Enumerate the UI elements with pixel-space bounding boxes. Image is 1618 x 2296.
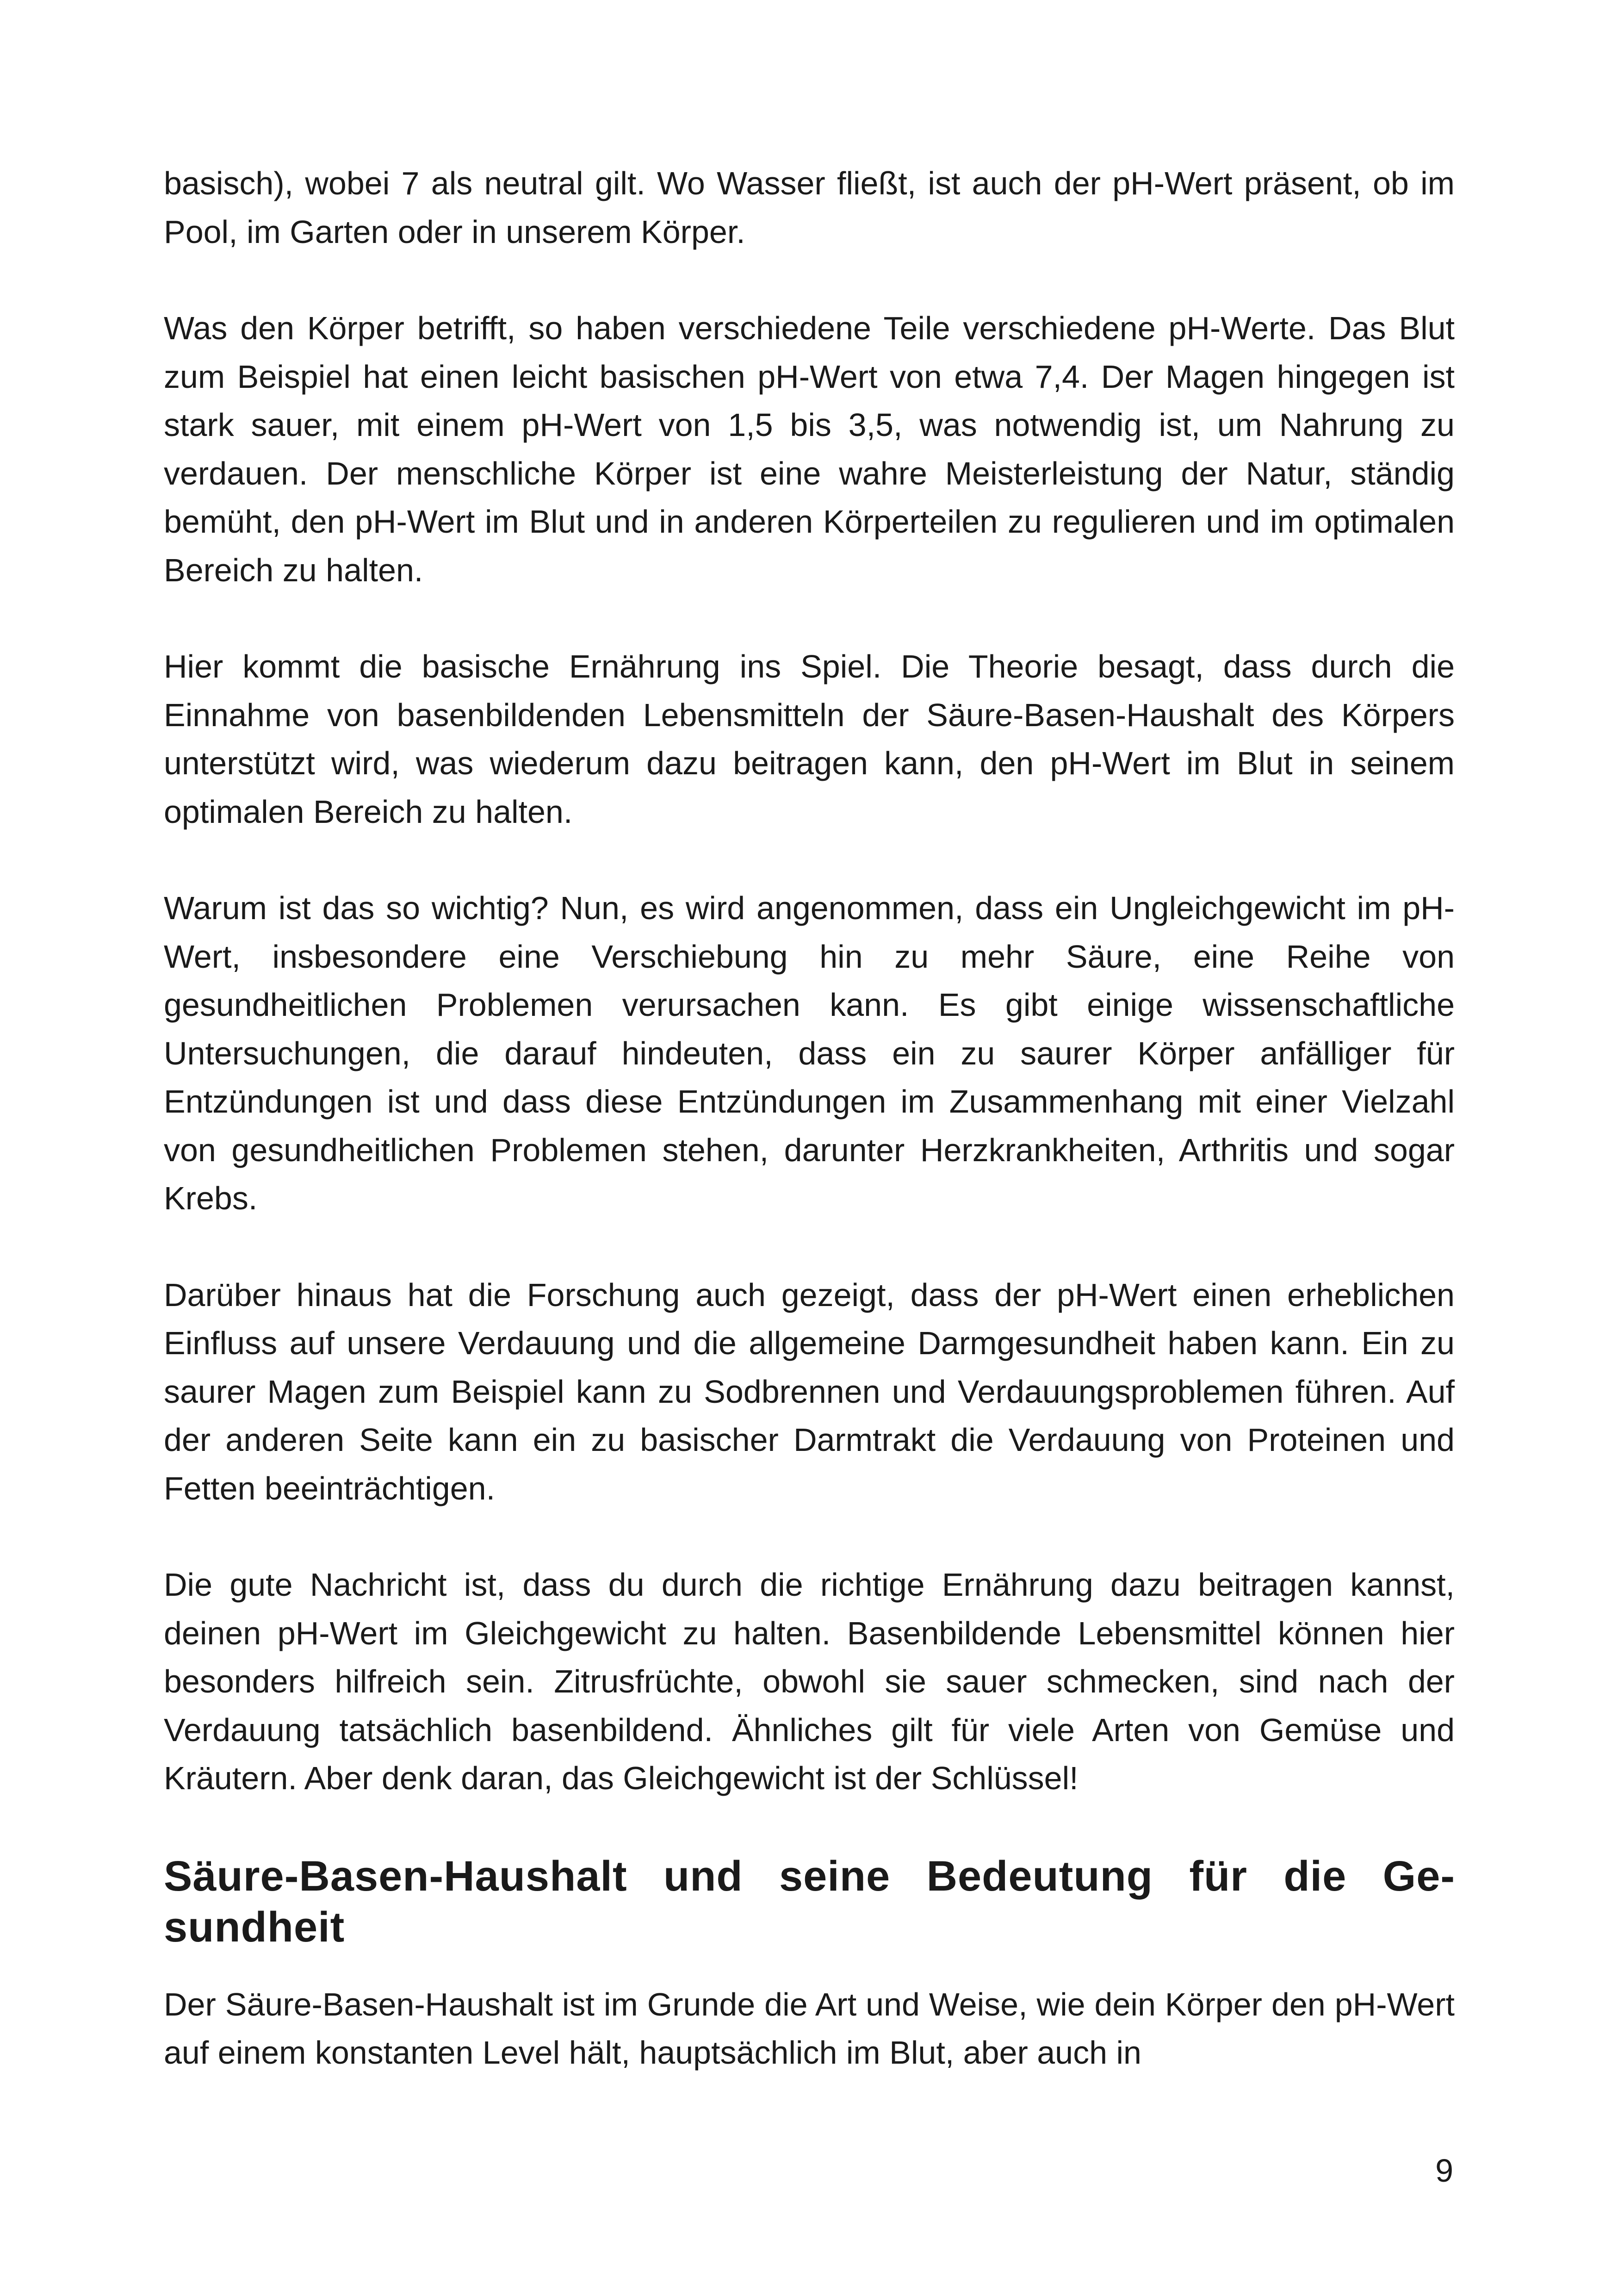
page-number: 9 [1435,2153,1453,2189]
paragraph-why-important: Warum ist das so wichtig? Nun, es wird angenommen, dass ein Ungleichgewicht im pH-Wert, insbesondere eine Verschiebung hin zu mehr Säure, eine Reihe von gesundheitlichen Problemen verursachen kann. Es gibt einige wissenschaftliche Untersuchungen, die darauf hindeuten, dass ein zu saurer Körper anfälliger für Entzündungen ist und dass diese Entzündungen im Zusammenhang mit einer Vielzahl von gesundheitlichen Problemen stehen, darunter Herzkrankheiten, Arthritis und sogar Krebs. [164,890,1455,1216]
paragraph-acid-base-balance: Der Säure-Basen-Haushalt ist im Grunde die Art und Weise, wie dein Körper den pH-Wert auf einem konstanten Level hält, hauptsächlich im Blut, aber auch in [164,1986,1455,2071]
paragraph-research-digestion: Darüber hinaus hat die Forschung auch gezeigt, dass der pH-Wert einen erheblichen Einfluss auf unsere Verdauung und die allgemeine Darmgesundheit haben kann. Ein zu saurer Magen zum Beispiel kann zu Sodbrennen und Verdauungsproblemen führen. Auf der anderen Seite kann ein zu basischer Darmtrakt die Verdauung von Proteinen und Fetten beeinträchtigen. [164,1276,1455,1506]
section-heading: Säure-Basen-Haushalt und seine Bedeutung für die Gesundheit [164,1852,1455,1951]
paragraph-body-ph-values: Was den Körper betrifft, so haben verschiedene Teile verschiedene pH-Werte. Das Blut zum Beispiel hat einen leicht basischen pH-Wert von etwa 7,4. Der Magen hingegen ist stark sauer, mit einem pH-Wert von 1,5 bis 3,5, was notwendig ist, um Nahrung zu verdauen. Der menschliche Körper ist eine wahre Meisterleistung der Natur, ständig bemüht, den pH-Wert im Blut und in anderen Körperteilen zu regulieren und im optimalen Bereich zu halten. [164,310,1455,588]
page-content [164,159,1455,2077]
paragraph-ph-intro: basisch), wobei 7 als neutral gilt. Wo Wasser fließt, ist auch der pH-Wert präsent, ob im Pool, im Garten oder in unserem Körper. [164,165,1455,250]
paragraph-good-news: Die gute Nachricht ist, dass du durch die richtige Ernährung dazu beitragen kannst, deinen pH-Wert im Gleichgewicht zu halten. Basenbildende Lebensmittel können hier besonders hilfreich sein. Zitrusfrüchte, obwohl sie sauer schmecken, sind nach der Verdauung tatsächlich basenbildend. Ähnliches gilt für viele Arten von Gemüse und Kräutern. Aber denk daran, das Gleichgewicht ist der Schlüssel! [164,1567,1455,1796]
paragraph-basic-nutrition: Hier kommt die basische Ernährung ins Spiel. Die Theorie besagt, dass durch die Einnahme von basenbildenden Lebensmitteln der Säure-Basen-Haushalt des Körpers unterstützt wird, was wiederum dazu beitragen kann, den pH-Wert im Blut in seinem optimalen Bereich zu halten. [164,648,1455,830]
